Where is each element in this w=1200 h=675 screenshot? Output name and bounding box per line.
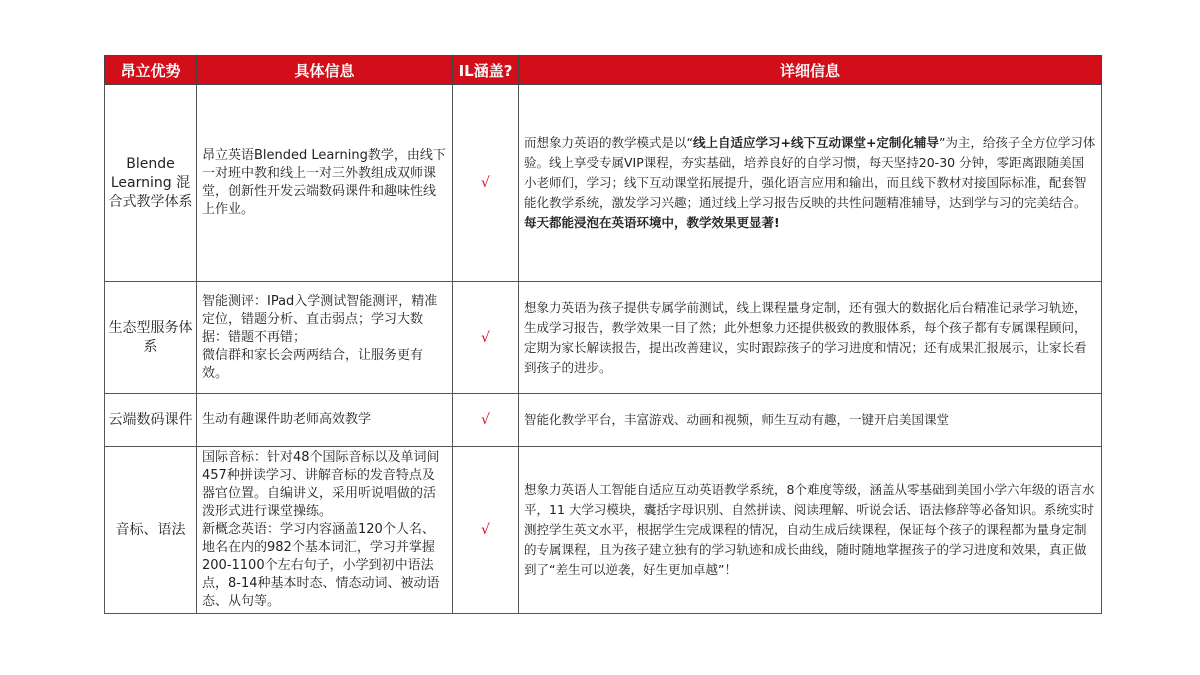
- detail-text: 而想象力英语的教学模式是以“: [524, 135, 693, 150]
- detail-cell: 智能化教学平台，丰富游戏、动画和视频，师生互动有趣，一键开启美国课堂: [519, 394, 1102, 447]
- table-row: [105, 447, 1102, 614]
- info-cell: 生动有趣课件助老师高效教学: [197, 394, 453, 447]
- detail-highlight: 线上自适应学习+线下互动课堂+定制化辅导: [692, 135, 939, 150]
- table-row: [105, 282, 1102, 394]
- info-line: 智能测评：IPad入学测试智能测评，精准定位，错题分析、直击弱点；学习大数据：错题不再错；: [202, 293, 438, 345]
- check-mark: √: [453, 394, 519, 447]
- header-row: [105, 56, 1102, 85]
- detail-highlight: 每天都能浸泡在英语环境中，教学效果更显著!: [524, 215, 780, 230]
- advantage-cell: Blende Learning 混合式教学体系: [105, 85, 197, 282]
- check-mark: √: [453, 282, 519, 394]
- header-info: 具体信息: [197, 56, 453, 85]
- header-covered: IL涵盖?: [453, 56, 519, 85]
- detail-cell: 想象力英语人工智能自适应互动英语教学系统，8个难度等级，涵盖从零基础到美国小学六年级的语言水平，11 大学习模块，囊括字母识别、自然拼读、阅读理解、听说会话、语法修辞等必备知识。系统实时测控学生英文水平，根据学生完成课程的情况，自动生成后续课程，保证每个孩子的课程都为量身定制的专属课程，且为孩子建立独有的学习轨迹和成长曲线，随时随地掌握孩子的学习进度和效果，真正做到了“差生可以逆袭，好生更加卓越”！: [519, 447, 1102, 614]
- check-mark: √: [453, 447, 519, 614]
- info-cell: 昂立英语Blended Learning教学，由线下一对班中教和线上一对三外教组成双师课堂，创新性开发云端数码课件和趣味性线上作业。: [197, 85, 453, 282]
- detail-text: ”为主，给孩子全方位学习体验。线上享受专属VIP课程，夯实基础，培养良好的自学习惯，每天坚持20-30 分钟，零距离跟随美国小老师们，学习；线下互动课堂拓展提升，强化语言应用和输出，而且线下教材对接国际标准，配套智能化教学系统，激发学习兴趣；通过线上学习报告反映的共性问题精准辅导，达到学与习的完美结合。: [524, 135, 1096, 210]
- info-cell: [197, 447, 453, 614]
- advantage-cell: 音标、语法: [105, 447, 197, 614]
- header-detail: 详细信息: [519, 56, 1102, 85]
- check-mark: √: [453, 85, 519, 282]
- header-advantage: 昂立优势: [105, 56, 197, 85]
- info-line: 国际音标：针对48个国际音标以及单词间457种拼读学习、讲解音标的发音特点及器官位置。自编讲义，采用听说唱做的活泼形式进行课堂操练。: [202, 450, 440, 519]
- table-row: [105, 394, 1102, 447]
- advantage-cell: 云端数码课件: [105, 394, 197, 447]
- info-line: 微信群和家长会两两结合，让服务更有效。: [202, 347, 424, 381]
- table-row: [105, 85, 1102, 282]
- comparison-table: [104, 55, 1102, 614]
- info-line: 新概念英语：学习内容涵盖120个人名、地名在内的982个基本词汇，学习并掌握200-1100个左右句子，小学到初中语法点，8-14种基本时态、情态动词、被动语态、从句等。: [202, 522, 440, 609]
- advantage-cell: 生态型服务体系: [105, 282, 197, 394]
- detail-cell: 想象力英语为孩子提供专属学前测试，线上课程量身定制，还有强大的数据化后台精准记录学习轨迹，生成学习报告，教学效果一目了然；此外想象力还提供极致的教服体系，每个孩子都有专属课程顾问，定期为家长解读报告，提出改善建议，实时跟踪孩子的学习进度和情况；还有成果汇报展示，让家长看到孩子的进步。: [519, 282, 1102, 394]
- info-cell: [197, 282, 453, 394]
- detail-cell: [519, 85, 1102, 282]
